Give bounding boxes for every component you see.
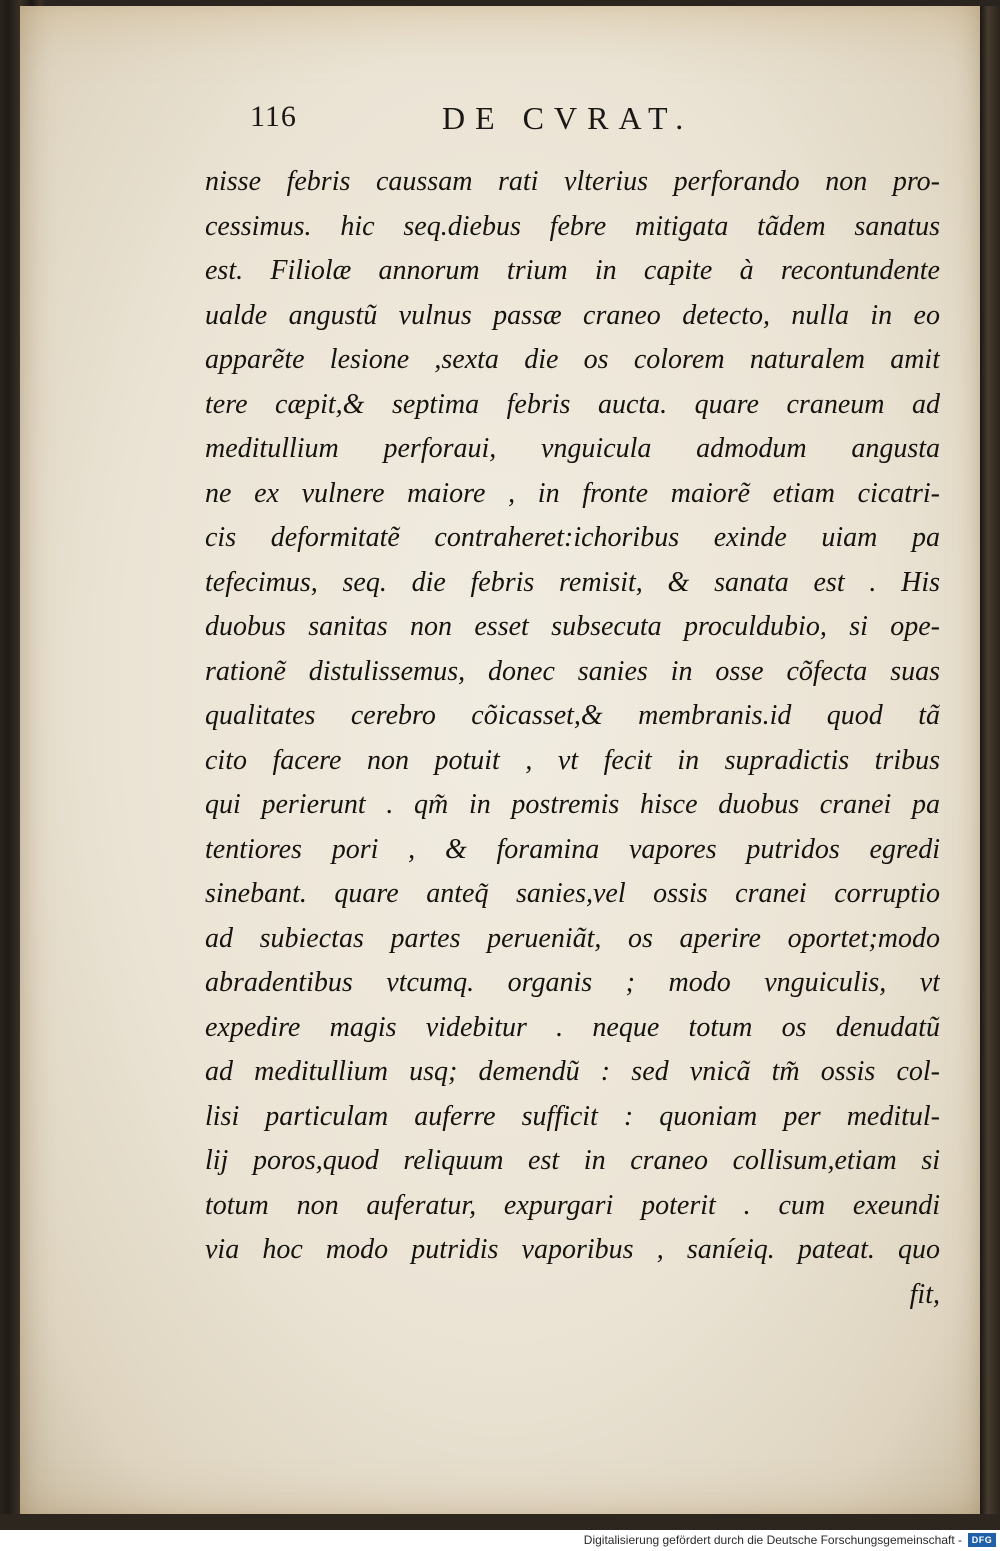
text-line: duobus sanitas non esset subsecuta proculdubio, si ope- [205, 611, 940, 642]
text-line: lisi particulam auferre sufficit : quoniam per meditul- [205, 1100, 940, 1132]
text-line: cessimus. hic seq.diebus febre mitigata tãdem sanatus [205, 210, 940, 242]
text-line: apparẽte lesione ,sexta die os colorem naturalem amit [205, 344, 940, 375]
body-text [205, 160, 940, 1317]
text-line: totum non auferatur, expurgari poterit . cum exeundi [205, 1189, 940, 1221]
text-line: ualde angustũ vulnus passæ craneo detecto, nulla in eo [205, 299, 940, 331]
text-line: ad meditullium usq; demendũ : sed vnicã tm̃ ossis col- [205, 1056, 940, 1087]
funding-credit: Digitalisierung gefördert durch die Deutsche Forschungsgemeinschaft - [583, 1533, 962, 1547]
text-line: cito facere non potuit , vt fecit in supradictis tribus [205, 744, 940, 776]
page-number: 116 [250, 100, 297, 133]
scan-bottom-edge [0, 1514, 1000, 1530]
text-line: cis deformitatẽ contraheret:ichoribus exinde uiam pa [205, 522, 940, 553]
text-line: qui perierunt . qm̃ in postremis hisce duobus cranei pa [205, 789, 940, 820]
text-line: via hoc modo putridis vaporibus , saníeiq. pateat. quo [205, 1234, 940, 1265]
text-line: ad subiectas partes perueniãt, os aperire oportet;modo [205, 922, 940, 954]
text-line: lij poros,quod reliquum est in craneo collisum,etiam si [205, 1145, 940, 1176]
text-line: rationẽ distulissemus, donec sanies in osse cõfecta suas [205, 655, 940, 687]
text-line: qualitates cerebro cõicasset,& membranis.id quod tã [205, 700, 940, 731]
running-title: DE CVRAT. [442, 100, 694, 136]
text-line: meditullium perforaui, vnguicula admodum angusta [205, 433, 940, 464]
text-line: tefecimus, seq. die febris remisit, & sanata est . His [205, 566, 940, 598]
text-line: tentiores pori , & foramina vapores putridos egredi [205, 833, 940, 865]
text-line: ne ex vulnere maiore , in fronte maiorẽ etiam cicatri- [205, 477, 940, 509]
page-edge [980, 6, 1000, 1514]
text-line: sinebant. quare anteq̃ sanies,vel ossis cranei corruptio [205, 878, 940, 909]
dfg-logo-icon: DFG [968, 1533, 996, 1547]
text-line: abradentibus vtcumq. organis ; modo vnguiculis, vt [205, 967, 940, 998]
text-line: expedire magis videbitur . neque totum os denudatũ [205, 1011, 940, 1043]
text-line: est. Filiolæ annorum trium in capite à recontundente [205, 255, 940, 286]
running-head [200, 100, 940, 140]
text-line: tere cæpit,& septima febris aucta. quare craneum ad [205, 388, 940, 420]
text-line: nisse febris caussam rati vlterius perforando non pro- [205, 166, 940, 197]
catchword: fit, [909, 1278, 940, 1310]
footer-bar [0, 1530, 1000, 1551]
